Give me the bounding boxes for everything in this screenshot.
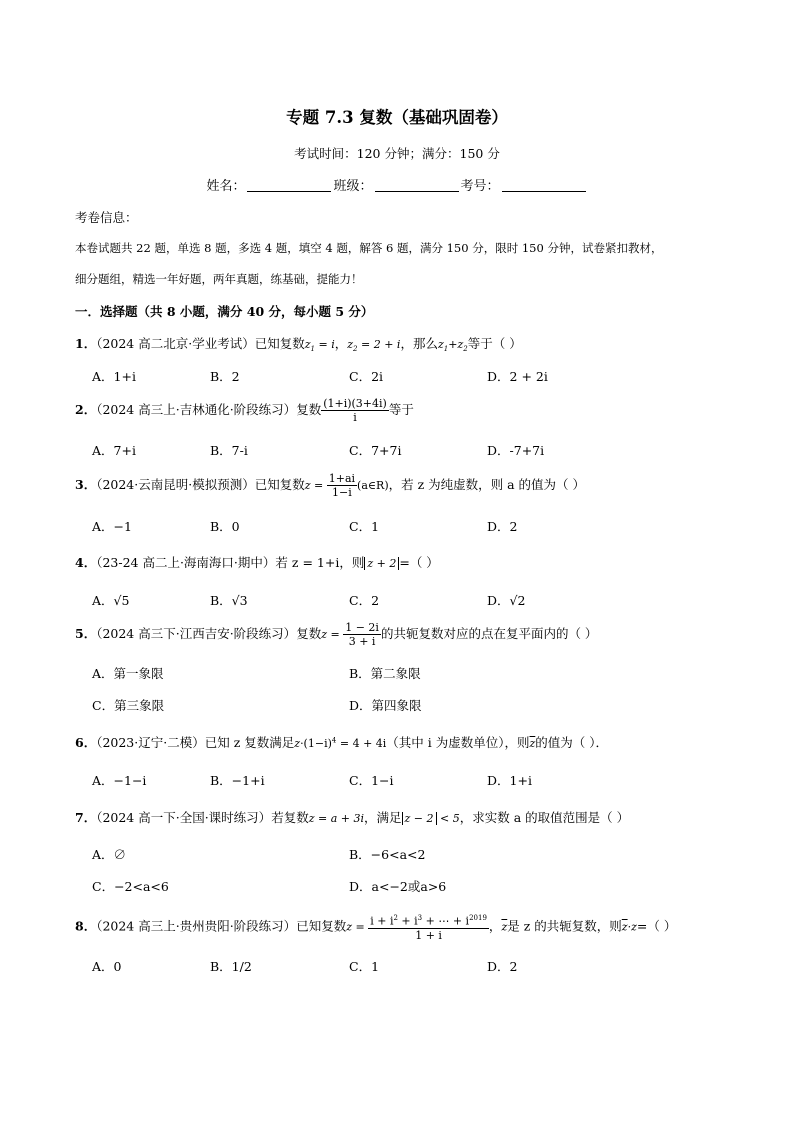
q1-option-c[interactable]: C．2i [349,369,384,384]
id-blank[interactable] [502,178,586,192]
page-title: 专题 7.3 复数（基础巩固卷） [286,108,508,127]
formula-q5: $\frac{1 - 2i}{3 + i}$ [345,621,379,648]
q5-option-d[interactable]: D．第四象限 [349,698,422,713]
q6-option-c[interactable]: C．1−i [349,773,394,788]
q5-option-a[interactable]: A．第一象限 [92,666,164,681]
q1-option-a[interactable]: A．1+i [92,369,136,384]
question-2: 2．（2024 高三上·吉林通化·阶段练习）复数 $\frac{(1+i)(3+4i)}{i}$ 等于 [75,397,414,424]
formula-q8: $\frac{i + i^2 + i^3 + \cdots + i^{2019}}{1 + i}$ [370,914,487,942]
formula-q7: z = a + 3i [308,812,364,825]
info-line-1: 本卷试题共 22 题，单选 8 题，多选 4 题，填空 4 题，解答 6 题，满分 150 分，限时 150 分钟，试卷紧扣教材， [75,241,663,255]
q1-option-b[interactable]: B．2 [210,369,240,384]
formula-q2: $\frac{(1+i)(3+4i)}{i}$ [323,397,387,424]
q2-option-c[interactable]: C．7+7i [349,443,402,458]
q8-option-a[interactable]: A．0 [92,959,122,974]
q4-option-a[interactable]: A．√5 [92,593,130,608]
q7-option-a[interactable]: A．∅ [92,847,127,862]
formula-z1z2: $z_1+z_2$ [437,338,468,354]
question-1: 1．（2024 高二北京·学业考试）已知复数$z_1 = i$，$z_2 = 2 + i$，那么$z_1+z_2$等于（ ） [75,336,522,354]
q8-option-b[interactable]: B．1/2 [210,959,252,974]
q2-option-a[interactable]: A．7+i [92,443,136,458]
q3-option-b[interactable]: B．0 [210,519,240,534]
q4-option-d[interactable]: D．√2 [487,593,526,608]
info-line-2: 细分题组，精选一年好题，两年真题，练基础，提能力！ [75,272,363,286]
q7-option-d[interactable]: D．a<−2或a>6 [349,879,447,894]
q4-option-c[interactable]: C．2 [349,593,380,608]
q5-option-c[interactable]: C．第三象限 [92,698,165,713]
q3-option-a[interactable]: A．−1 [92,519,132,534]
info-heading: 考卷信息： [75,210,138,225]
formula-q7-cond: z − 2 < 5 [402,812,460,825]
q6-option-b[interactable]: B．−1+i [210,773,265,788]
q6-option-d[interactable]: D．1+i [487,773,532,788]
question-4: 4．（23-24 高二上·海南海口·期中）若 z = 1+i，则 z + 2 =（ ） [75,555,439,570]
q3-option-c[interactable]: C．1 [349,519,380,534]
question-3: 3．（2024·云南昆明·模拟预测）已知复数z = $\frac{1+ai}{1-i}$ (a∈R)，若 z 为纯虚数，则 a 的值为（ ） [75,472,586,499]
formula-z1: $z_1 = i$ [304,338,335,354]
formula-q6: $z\cdot(1-i)^4 = 4 + 4i$ [294,736,387,750]
section-heading: 一．选择题（共 8 小题，满分 40 分，每小题 5 分） [75,304,374,319]
q8-option-d[interactable]: D．2 [487,959,518,974]
formula-z2: $z_2 = 2 + i$ [347,338,401,354]
q2-option-b[interactable]: B．7-i [210,443,248,458]
name-label: 姓名： [206,179,246,194]
q3-option-d[interactable]: D．2 [487,519,518,534]
class-blank[interactable] [375,178,459,192]
question-6: 6．（2023·辽宁·二模）已知 z 复数满足$z\cdot(1-i)^4 = 4 + 4i$（其中 i 为虚数单位），则$\overline{z}$的值为（ ）． [75,735,609,750]
exam-time-score: 考试时间：120 分钟；满分：150 分 [294,146,500,161]
q8-option-c[interactable]: C．1 [349,959,380,974]
name-blank[interactable] [247,178,331,192]
formula-q3: $\frac{1+ai}{1-i}$ [328,472,356,499]
question-7: 7．（2024 高一下·全国·课时练习）若复数z = a + 3i，满足 z − 2 < 5，求实数 a 的取值范围是（ ） [75,810,630,825]
q4-option-b[interactable]: B．√3 [210,593,248,608]
question-8: 8．（2024 高三上·贵州贵阳·阶段练习）已知复数z = $\frac{i + i^2 + i^3 + \cdots + i^{2019}}{1 + i}$ ，$\overline{z}$是 z 的共轭复数，则$\overline{z}\cdot z=$（ ） [75,914,677,942]
question-5: 5．（2024 高三下·江西吉安·阶段练习）复数z = $\frac{1 - 2i}{3 + i}$ 的共轭复数对应的点在复平面内的（ ） [75,621,598,648]
q5-option-b[interactable]: B．第二象限 [349,666,421,681]
q2-option-d[interactable]: D．-7+7i [487,443,545,458]
q7-option-c[interactable]: C．−2<a<6 [92,879,169,894]
id-label: 考号： [460,179,500,194]
q6-option-a[interactable]: A．−1−i [92,773,147,788]
student-info-row [0,175,794,194]
class-label: 班级： [333,179,373,194]
q1-option-d[interactable]: D．2 + 2i [487,369,548,384]
q7-option-b[interactable]: B．−6<a<2 [349,847,426,862]
formula-q4: z + 2 [364,557,399,570]
